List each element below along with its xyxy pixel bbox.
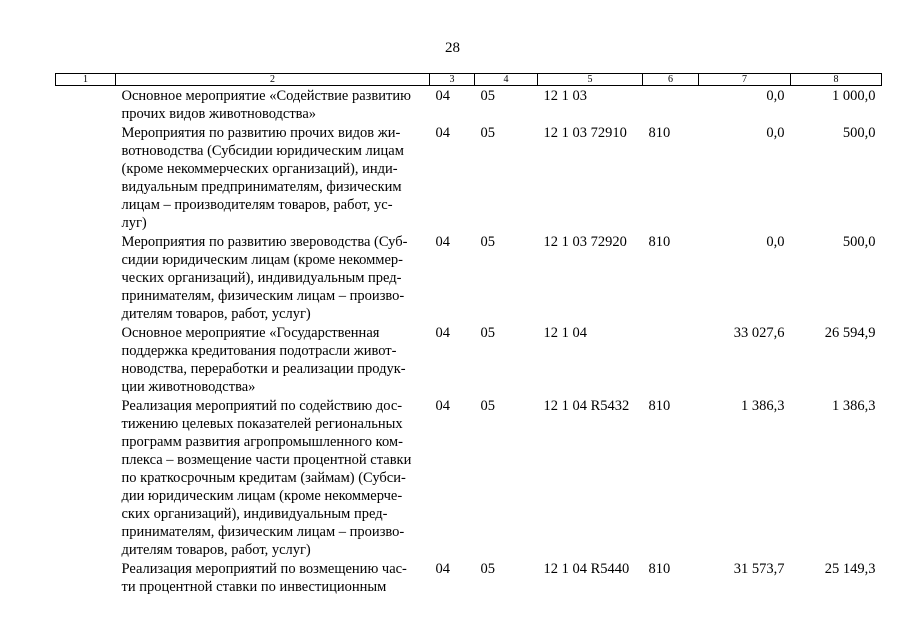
name-line: вотноводства (Субсидии юридическим лицам [121,143,404,159]
name-line: дии юридическим лицам (кроме некоммерче- [121,488,403,504]
header-col-7: 7 [699,74,791,86]
name-line: Основное мероприятие «Содействие развитию [121,88,411,104]
cell-col8: 1 386,3 [832,398,876,414]
name-line: принимателям, физическим лицам – произво- [121,524,405,540]
name-line: Реализация мероприятий по содействию дос- [121,398,403,414]
cell-col4: 05 [480,88,495,104]
name-line: Мероприятия по развитию звероводства (Суб- [121,234,408,250]
cell-col8: 25 149,3 [824,561,876,577]
name-line: плекса – возмещение части процентной ставки [121,452,412,468]
table-row [56,123,882,232]
name-line: лицам – производителям товаров, работ, ус- [121,197,393,213]
cell-name [116,86,430,124]
cell-col8: 1 000,0 [832,88,876,104]
cell-name [116,559,430,596]
cell-col5: 12 1 03 [543,88,587,104]
budget-table [55,73,882,596]
cell-col4: 05 [480,561,495,577]
name-line: видуальным предпринимателям, физическим [121,179,402,195]
cell-col5: 12 1 04 [543,325,587,341]
name-line: (кроме некоммерческих организаций), инди- [121,161,398,177]
cell-col1 [56,323,116,396]
cell-col5: 12 1 03 72920 [543,234,627,250]
cell-name [116,232,430,323]
cell-col4: 05 [480,398,495,414]
table-row [56,86,882,124]
cell-col5: 12 1 04 R5440 [543,561,630,577]
cell-col1 [56,86,116,124]
name-line: новодства, переработки и реализации продук- [121,361,406,377]
name-line: дителям товаров, работ, услуг) [121,542,311,558]
cell-col3: 04 [435,561,450,577]
cell-col1 [56,232,116,323]
cell-col5: 12 1 04 R5432 [543,398,630,414]
header-col-8: 8 [791,74,882,86]
header-col-4: 4 [475,74,538,86]
cell-name [116,396,430,559]
cell-col6 [643,86,699,124]
cell-col3: 04 [435,398,450,414]
cell-name [116,323,430,396]
cell-col7: 1 386,3 [741,398,785,414]
cell-col4: 05 [480,325,495,341]
name-line: сидии юридическим лицам (кроме некоммер- [121,252,403,268]
table-row [56,232,882,323]
cell-col7: 33 027,6 [733,325,785,341]
cell-col3: 04 [435,125,450,141]
cell-col3: 04 [435,88,450,104]
name-line: ческих организаций), индивидуальным пред- [121,270,402,286]
table-body [56,86,882,597]
cell-col6 [643,323,699,396]
name-line: ти процентной ставки по инвестиционным [121,579,387,595]
name-line: прочих видов животноводства» [121,106,317,122]
table-row [56,559,882,596]
cell-col4: 05 [480,234,495,250]
name-line: луг) [121,215,147,231]
name-line: дителям товаров, работ, услуг) [121,306,311,322]
name-line: тижению целевых показателей региональных [121,416,403,432]
name-line: ции животноводства» [121,379,256,395]
header-col-1: 1 [56,74,116,86]
header-col-6: 6 [643,74,699,86]
cell-col6: 810 [648,561,671,577]
cell-col6: 810 [648,125,671,141]
name-line: поддержка кредитования подотрасли живот- [121,343,397,359]
header-col-5: 5 [538,74,643,86]
header-col-2: 2 [116,74,430,86]
name-line: Реализация мероприятий по возмещению час- [121,561,407,577]
name-line: ских организаций), индивидуальным пред- [121,506,388,522]
cell-col5: 12 1 03 72910 [543,125,627,141]
cell-col6: 810 [648,234,671,250]
table-header [56,74,882,86]
name-line: Мероприятия по развитию прочих видов жи- [121,125,401,141]
cell-name [116,123,430,232]
table-row [56,396,882,559]
cell-col3: 04 [435,325,450,341]
cell-col7: 0,0 [766,88,785,104]
cell-col1 [56,396,116,559]
cell-col3: 04 [435,234,450,250]
cell-col7: 0,0 [766,234,785,250]
name-line: программ развития агропромышленного ком- [121,434,403,450]
cell-col8: 500,0 [842,234,876,250]
table-row [56,323,882,396]
name-line: по краткосрочным кредитам (займам) (Субси- [121,470,406,486]
cell-col7: 31 573,7 [733,561,785,577]
name-line: принимателям, физическим лицам – произво- [121,288,405,304]
cell-col8: 26 594,9 [824,325,876,341]
header-row [56,74,882,86]
cell-col1 [56,559,116,596]
cell-col8: 500,0 [842,125,876,141]
cell-col4: 05 [480,125,495,141]
name-line: Основное мероприятие «Государственная [121,325,380,341]
cell-col7: 0,0 [766,125,785,141]
cell-col6: 810 [648,398,671,414]
page-number: 28 [445,40,460,56]
header-col-3: 3 [430,74,475,86]
cell-col1 [56,123,116,232]
